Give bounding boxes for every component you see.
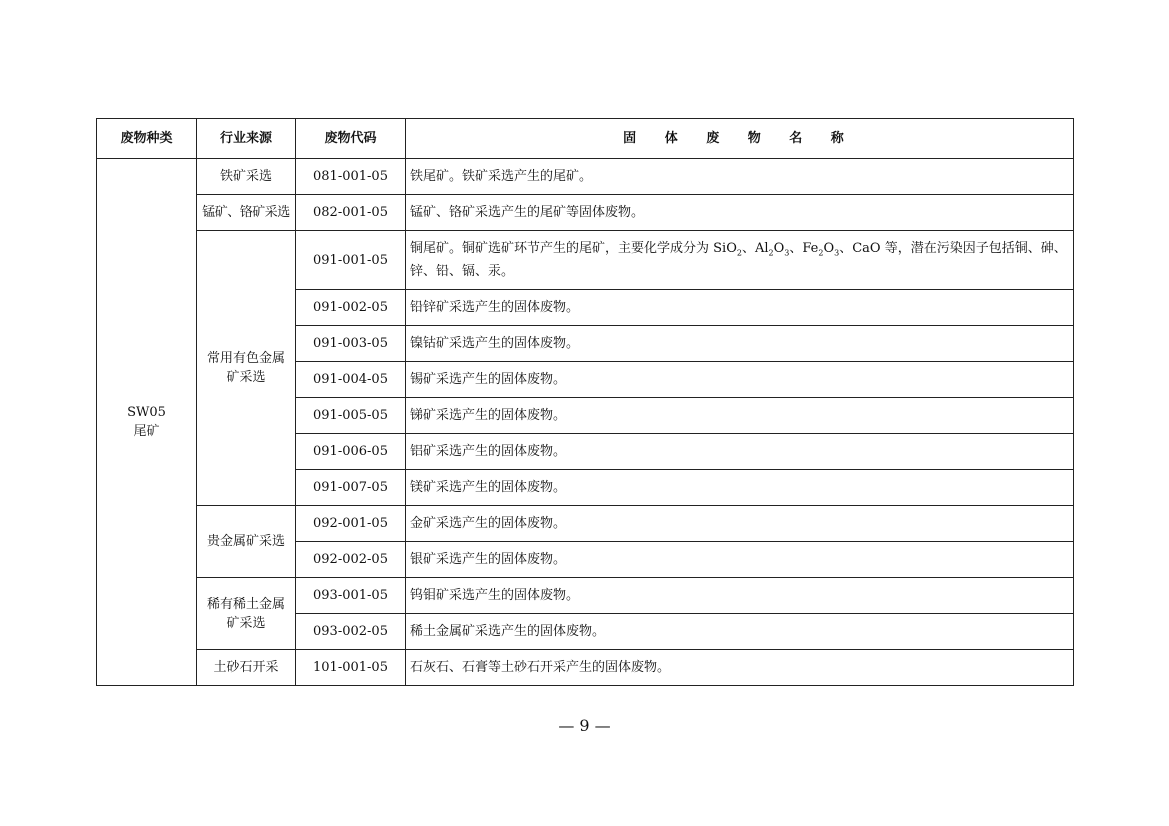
code-cell: 092-002-05: [296, 542, 406, 578]
code-cell: 092-001-05: [296, 506, 406, 542]
industry-cell: 土砂石开采: [197, 650, 296, 686]
code-cell: 082-001-05: [296, 195, 406, 231]
industry-cell: 贵金属矿采选: [197, 506, 296, 578]
name-cell: 镁矿采选产生的固体废物。: [406, 470, 1074, 506]
code-cell: 093-001-05: [296, 578, 406, 614]
name-cell: 铅锌矿采选产生的固体废物。: [406, 290, 1074, 326]
name-cell: 稀土金属矿采选产生的固体废物。: [406, 614, 1074, 650]
code-cell: 093-002-05: [296, 614, 406, 650]
name-cell: 银矿采选产生的固体废物。: [406, 542, 1074, 578]
table-row: [97, 195, 1074, 231]
code-cell: 081-001-05: [296, 159, 406, 195]
name-cell: 铜尾矿。铜矿选矿环节产生的尾矿，主要化学成分为 SiO$_2$、$Al_2O_3$、$Fe_2O_3$、CaO 等，潜在污染因子包括铜、砷、锌、铅、镉、汞。: [406, 231, 1074, 290]
name-cell: 钨钼矿采选产生的固体废物。: [406, 578, 1074, 614]
header-category: 废物种类: [97, 119, 197, 159]
page-number: — 9 —: [558, 716, 611, 735]
code-cell: 091-002-05: [296, 290, 406, 326]
category-cell: [97, 159, 197, 686]
code-cell: 091-005-05: [296, 398, 406, 434]
category-code: SW05: [127, 405, 166, 420]
name-cell: 金矿采选产生的固体废物。: [406, 506, 1074, 542]
code-cell: 091-001-05: [296, 231, 406, 290]
name-cell: 锡矿采选产生的固体废物。: [406, 362, 1074, 398]
code-cell: 101-001-05: [296, 650, 406, 686]
table-row: [97, 159, 1074, 195]
table-row: [97, 506, 1074, 542]
table-header-row: [97, 119, 1074, 159]
name-cell: 石灰石、石膏等土砂石开采产生的固体废物。: [406, 650, 1074, 686]
table-row: [97, 231, 1074, 290]
industry-cell: 锰矿、铬矿采选: [197, 195, 296, 231]
header-code: 废物代码: [296, 119, 406, 159]
table-row: [97, 650, 1074, 686]
code-cell: 091-003-05: [296, 326, 406, 362]
name-cell: 铁尾矿。铁矿采选产生的尾矿。: [406, 159, 1074, 195]
industry-cell: 铁矿采选: [197, 159, 296, 195]
name-cell: 镍钴矿采选产生的固体废物。: [406, 326, 1074, 362]
header-name: 固 体 废 物 名 称: [406, 119, 1074, 159]
header-industry: 行业来源: [197, 119, 296, 159]
industry-cell: 常用有色金属矿采选: [197, 231, 296, 506]
waste-table: [96, 118, 1074, 686]
table-row: [97, 578, 1074, 614]
category-label: 尾矿: [133, 424, 160, 439]
name-cell: 锰矿、铬矿采选产生的尾矿等固体废物。: [406, 195, 1074, 231]
code-cell: 091-004-05: [296, 362, 406, 398]
code-cell: 091-007-05: [296, 470, 406, 506]
code-cell: 091-006-05: [296, 434, 406, 470]
name-cell: 铝矿采选产生的固体废物。: [406, 434, 1074, 470]
name-cell: 锑矿采选产生的固体废物。: [406, 398, 1074, 434]
industry-cell: 稀有稀土金属矿采选: [197, 578, 296, 650]
